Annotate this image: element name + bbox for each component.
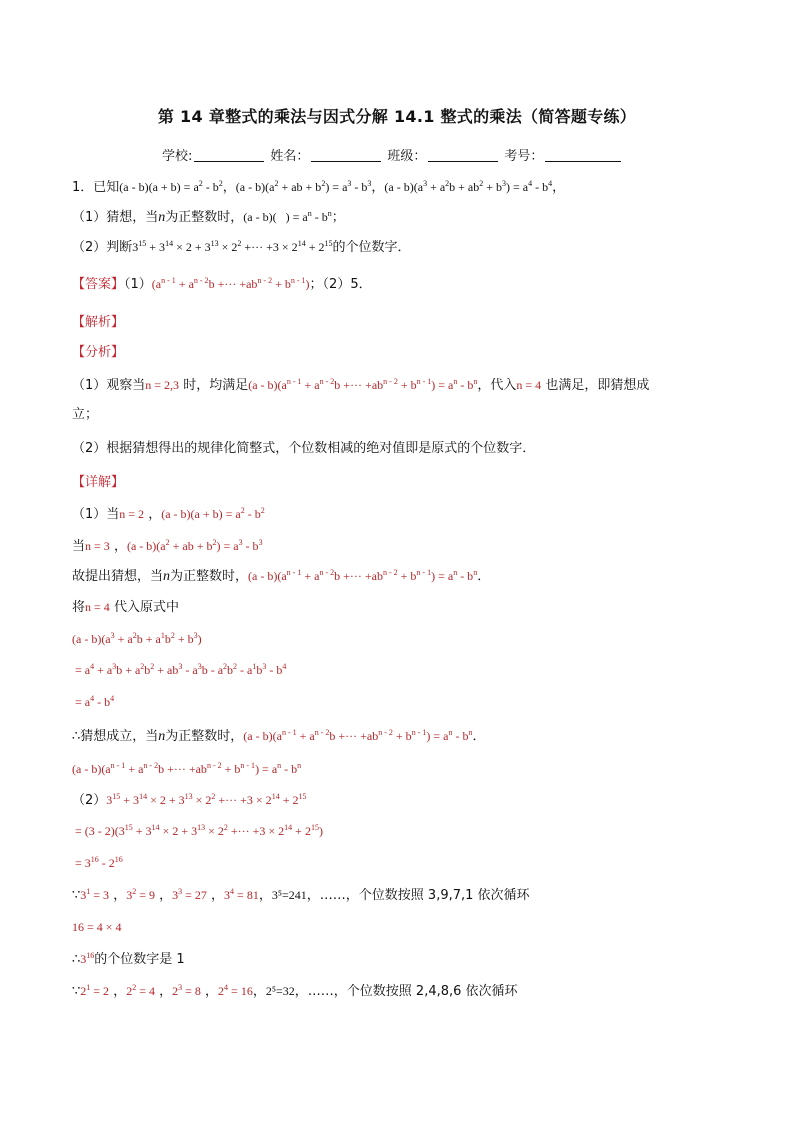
detail-line-7: = $a^4 - b^4$ xyxy=(72,694,115,709)
detail-line-10: $(2)3^{15} + 3^{14} \times 2 + 3^{13} \times 2^2$ +··· $+3 \times 2^{14} + 2^{15}$ xyxy=(72,792,307,808)
name-label: 姓名： xyxy=(270,149,310,164)
answer-line: 【答案】$(1)(a^{n - 1} + a^{n - 2}b$ +··· $+ab^{n - 2} + b^{n - 1}$)；（2）5． xyxy=(72,276,372,292)
fenxi-heading: 【分析】 xyxy=(72,345,125,360)
fenxi-line-1: （1）观察当n = 2,3 时，均满足$(a - b)(a^{n - 1} + a^{n - 2}b$ +··· $+ab^{n - 2} + b^{n - 1}) = a^n - b^n$，代入n = 4 也满足，即猜想成 xyxy=(72,377,650,393)
class-blank[interactable] xyxy=(428,148,498,162)
question-1-given: 1．已知$(a - b)(a + b) = a^2 - b^2$，$(a - b)(a^2$ + ab + $b^2) = a^3 - b^3$，$(a - b)(a^3 + a^2b + ab^2 + b^3) = a^4 - b^4$， xyxy=(72,179,566,195)
detail-line-8: ∴猜想成立，当n为正整数时，$(a - b)(a^{n - 1} + a^{n - 2}b$ +··· $+ab^{n - 2} + b^{n - 1}) = a^n - b^n$． xyxy=(72,728,486,744)
detail-line-13: $\because 3^1 = 3$ ，$3^2 = 9$ ，$3^3 = 27$ ，$3^4 = 81$，3⁵=241，……，个位数按照 3,9,7,1 依次循环 xyxy=(72,887,530,903)
detail-line-15: $\therefore 3^{16}$的个位数字是 1 xyxy=(72,951,185,967)
detail-line-6: = $a^4 + a^3b + a^2b^2 + ab^3 - a^3b - a^2b^2 - a^1b^3 - b^4$ xyxy=(72,662,287,677)
student-info-row xyxy=(162,145,627,164)
detail-line-14: 16 = 4 × 4 xyxy=(72,920,122,934)
fenxi-line-3: （2）根据猜想得出的规律化简整式，个位数相减的绝对值即是原式的个位数字． xyxy=(72,441,536,456)
page-title: 第 14 章整式的乘法与因式分解 14.1 整式的乘法（简答题专练） xyxy=(157,107,637,126)
detail-line-1: （1）当n = 2 ，$(a - b)(a + b) = a^2 - b^2$ xyxy=(72,506,265,522)
exam-no-label: 考号： xyxy=(504,149,544,164)
name-blank[interactable] xyxy=(311,148,381,162)
detail-line-16: $\because 2^1 = 2$ ，$2^2 = 4$ ，$2^3 = 8$ ，$2^4 = 16$，2⁵=32，……，个位数按照 2,4,8,6 依次循环 xyxy=(72,983,518,999)
question-1-part-2: （2）判断$3^{15} + 3^{14} \times 2 + 3^{13} \times 2^2$ +··· $+3 \times 2^{14} + 2^{15}$的个位数字． xyxy=(72,239,411,255)
detail-line-9: $(a - b)(a^{n - 1} + a^{n - 2}b$ +··· $+ab^{n - 2} + b^{n - 1}) = a^n - b^n$ xyxy=(72,761,302,776)
analysis-heading: 【解析】 xyxy=(72,315,125,330)
detail-heading: 【详解】 xyxy=(72,475,125,490)
detail-line-3: 故提出猜想，当n为正整数时，$(a - b)(a^{n - 1} + a^{n - 2}b$ +··· $+ab^{n - 2} + b^{n - 1}) = a^n - b^n$． xyxy=(72,568,491,584)
fenxi-line-2: 立； xyxy=(72,407,99,422)
detail-line-12: = $3^{16} - 2^{16}$ xyxy=(72,855,123,870)
school-label: 学校: xyxy=(162,149,193,164)
answer-tag: 【答案】 xyxy=(72,277,125,292)
question-1-part-1: （1）猜想，当n为正整数时，(a - b)( ) = $a^n - b^n$； xyxy=(72,209,345,225)
exam-no-blank[interactable] xyxy=(545,148,621,162)
detail-line-5: $(a - b)(a^3 + a^2b + a^1b^2 + b^3)$ xyxy=(72,631,202,646)
detail-line-4: 将n = 4 代入原式中 xyxy=(72,600,179,615)
detail-line-2: 当n = 3 ，$(a - b)(a^2$ + ab + $b^2) = a^3 - b^3$ xyxy=(72,538,263,554)
school-blank[interactable] xyxy=(194,148,264,162)
detail-line-11: = $(3 - 2)(3^{15} + 3^{14} \times 2 + 3^{13} \times 2^2$ +··· $+3 \times 2^{14} + 2^{15}$) xyxy=(72,823,323,838)
class-label: 班级： xyxy=(387,149,427,164)
